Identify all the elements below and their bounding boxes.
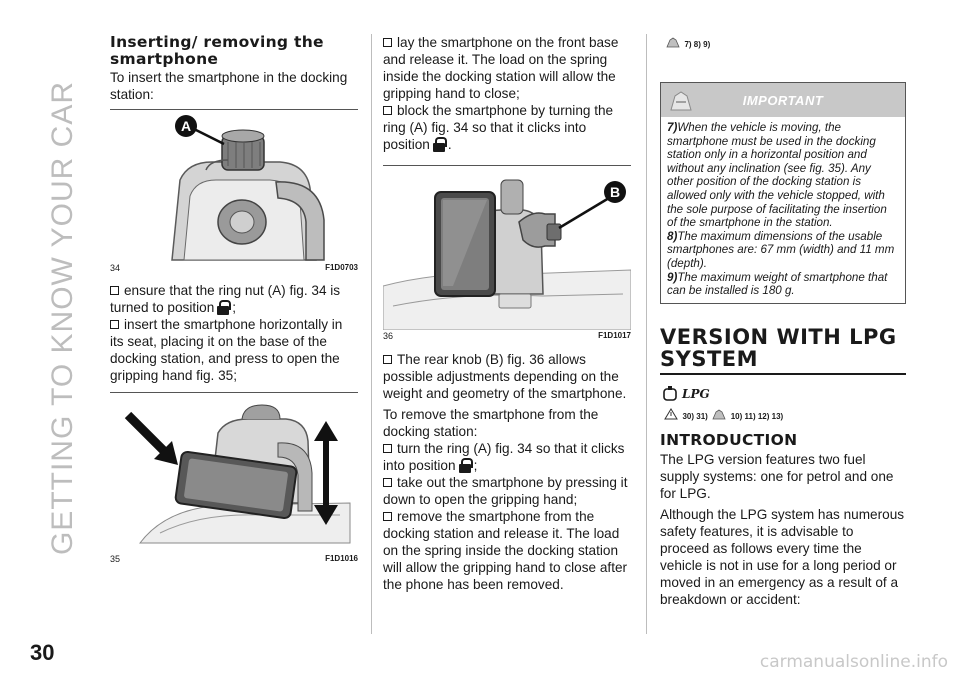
bullet-box-icon [383, 355, 392, 364]
caution-hand-icon [667, 88, 695, 112]
lock-icon [217, 300, 229, 315]
page-number: 30 [30, 640, 55, 665]
figure-34 [110, 109, 358, 273]
column-1 [110, 34, 358, 564]
figure-35-number: 35 [110, 554, 121, 564]
figure-36-number: 36 [383, 331, 394, 341]
note-item: 8)The maximum dimensions of the usable smartphones are: 67 mm (width) and 11 mm (depth). [667, 229, 895, 270]
bullet-box-icon [383, 38, 392, 47]
intro-paragraph-1: The LPG version features two fuel supply systems: one for petrol and one for LPG. [660, 451, 894, 501]
warning-triangle-icon [664, 408, 678, 420]
bullet-box-icon [383, 106, 392, 115]
label-a: A [180, 118, 192, 134]
bullet-box-icon [383, 444, 392, 453]
list-item: lay the smartphone on the front base and release it. The load on the spring inside the docking station will allow the gripping hand to close; [383, 35, 619, 101]
watermark: carmanualsonline.info [759, 652, 948, 672]
warning-hand-icon [666, 36, 680, 48]
important-box [660, 82, 906, 304]
side-section-title: GETTING TO KNOW YOUR CAR [46, 80, 80, 555]
figure-36 [383, 165, 631, 341]
list-item: The rear knob (B) fig. 36 allows possible adjustments depending on the weight and geometry of the smartphone. [383, 352, 627, 401]
important-title: IMPORTANT [742, 92, 824, 108]
rear-knob-illustration [383, 166, 631, 330]
figure-34-code: F1D0703 [325, 263, 358, 272]
warning-hand-icon [712, 408, 726, 420]
list-item: insert the smartphone horizontally in its seat, placing it on the base of the docking station, and press to open the gripping hand fig. 35; [110, 317, 343, 383]
bullet-box-icon [110, 320, 119, 329]
lock-icon [433, 137, 445, 152]
lpg-logo: LPG [662, 383, 906, 405]
list-item: ensure that the ring nut (A) fig. 34 is turned to position ; [110, 283, 341, 315]
smartphone-insertion-illustration [110, 393, 358, 553]
warning-refs-top: 7) 8) 9) [666, 34, 906, 52]
note-item: 7)When the vehicle is moving, the smartphone must be used in the docking station only in a horizontal position and without any inclination (see fig. 35). Any other position of the docking station is allowed only with the vehicle stopped, with the sole purpose of facilitating the insertion of the smartphone in the station. [667, 121, 887, 230]
column-2 [383, 34, 631, 593]
note-item: 9)The maximum weight of smartphone that can be installed is 180 g. [667, 270, 888, 298]
section-heading-lpg: VERSION WITH LPG SYSTEM [660, 324, 897, 371]
intro-paragraph-2: Although the LPG system has numerous safety features, it is advisable to proceed as follows every time the vehicle is not in use for a long period or moved in an emergency as a result of a breakdown or accident: [660, 506, 905, 607]
bullet-box-icon [383, 478, 392, 487]
important-header [661, 83, 905, 117]
section-heading-inserting: Inserting/ removing the smartphone [110, 33, 324, 68]
column-divider-1 [371, 34, 372, 634]
list-item: block the smartphone by turning the ring (A) fig. 34 so that it clicks into position . [383, 103, 614, 152]
figure-35-code: F1D1016 [325, 554, 358, 563]
list-item: turn the ring (A) fig. 34 so that it clicks into position ; [383, 441, 625, 473]
column-3 [660, 34, 906, 608]
docking-station-illustration [110, 110, 358, 262]
heading-rule [660, 373, 906, 375]
lpg-tank-icon [662, 386, 678, 402]
figure-36-code: F1D1017 [598, 331, 631, 340]
list-item: take out the smartphone by pressing it down to open the gripping hand; [383, 475, 628, 507]
list-item: remove the smartphone from the docking station and release it. The load on the spring inside the docking station will allow the gripping hand to close after the phone has been removed. [383, 509, 628, 592]
intro-text: To insert the smartphone in the docking station: [110, 70, 348, 102]
figure-35 [110, 392, 358, 564]
bullet-box-icon [383, 512, 392, 521]
bullet-box-icon [110, 286, 119, 295]
label-b: B [609, 184, 621, 200]
warning-refs-lpg: 30) 31) 10) 11) 12) 13) [664, 406, 906, 424]
section-heading-introduction: INTRODUCTION [660, 430, 798, 449]
important-notes [661, 117, 905, 303]
figure-34-number: 34 [110, 263, 121, 273]
column-divider-2 [646, 34, 647, 634]
lock-icon [459, 458, 471, 473]
remove-intro-text: To remove the smartphone from the docking station: [383, 407, 599, 439]
